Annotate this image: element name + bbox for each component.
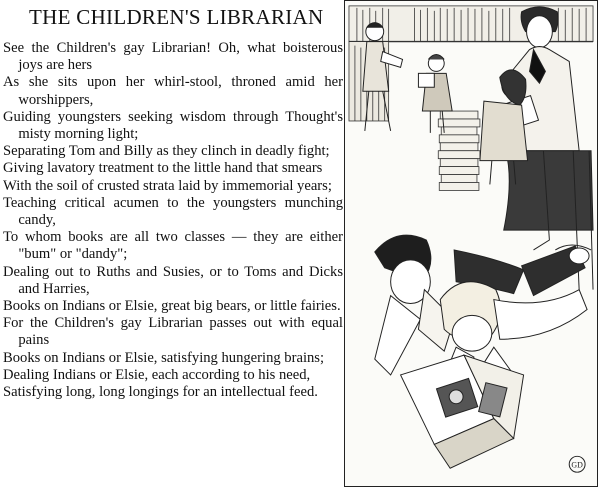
poem-line: For the Children's gay Librarian passes out with equal pains bbox=[3, 315, 343, 349]
poem-line: To whom books are all two classes — they are either "bum" or "dandy"; bbox=[3, 229, 343, 263]
artist-monogram bbox=[569, 456, 585, 472]
poem-line: As she sits upon her whirl-stool, throned amid her worshippers, bbox=[3, 74, 343, 108]
poem-line: Books on Indians or Elsie, great big bears, or little fairies. bbox=[3, 298, 341, 315]
book-stack bbox=[438, 111, 480, 190]
library-scene-drawing bbox=[345, 1, 597, 486]
open-book bbox=[401, 355, 524, 468]
poem-line: Satisfying long, long longings for an intellectual feed. bbox=[3, 384, 318, 401]
poem-line: Giving lavatory treatment to the little hand that smears bbox=[3, 160, 323, 177]
poem-line: Books on Indians or Elsie, satisfying hungering brains; bbox=[3, 349, 325, 366]
poem-line: Separating Tom and Billy as they clinch in deadly fight; bbox=[3, 143, 330, 160]
poem-line: With the soil of crusted strata laid by immemorial years; bbox=[3, 177, 332, 194]
poem-line: Guiding youngsters seeking wisdom through Thought's misty morning light; bbox=[3, 108, 343, 143]
poem-title: THE CHILDREN'S LIBRARIAN bbox=[29, 5, 324, 29]
poem-line: See the Children's gay Librarian! Oh, what boisterous joys are hers bbox=[3, 40, 343, 74]
artist-signature: GD bbox=[571, 460, 583, 470]
poem-column bbox=[3, 4, 343, 401]
poem-stanza bbox=[3, 40, 343, 401]
library-illustration bbox=[344, 0, 598, 487]
poem-line: Dealing out to Ruths and Susies, or to Toms and Dicks and Harries, bbox=[3, 263, 343, 297]
poem-line: Teaching critical acumen to the youngsters munching candy, bbox=[3, 194, 343, 229]
poem-line: Dealing Indians or Elsie, each according to his need, bbox=[3, 366, 311, 383]
